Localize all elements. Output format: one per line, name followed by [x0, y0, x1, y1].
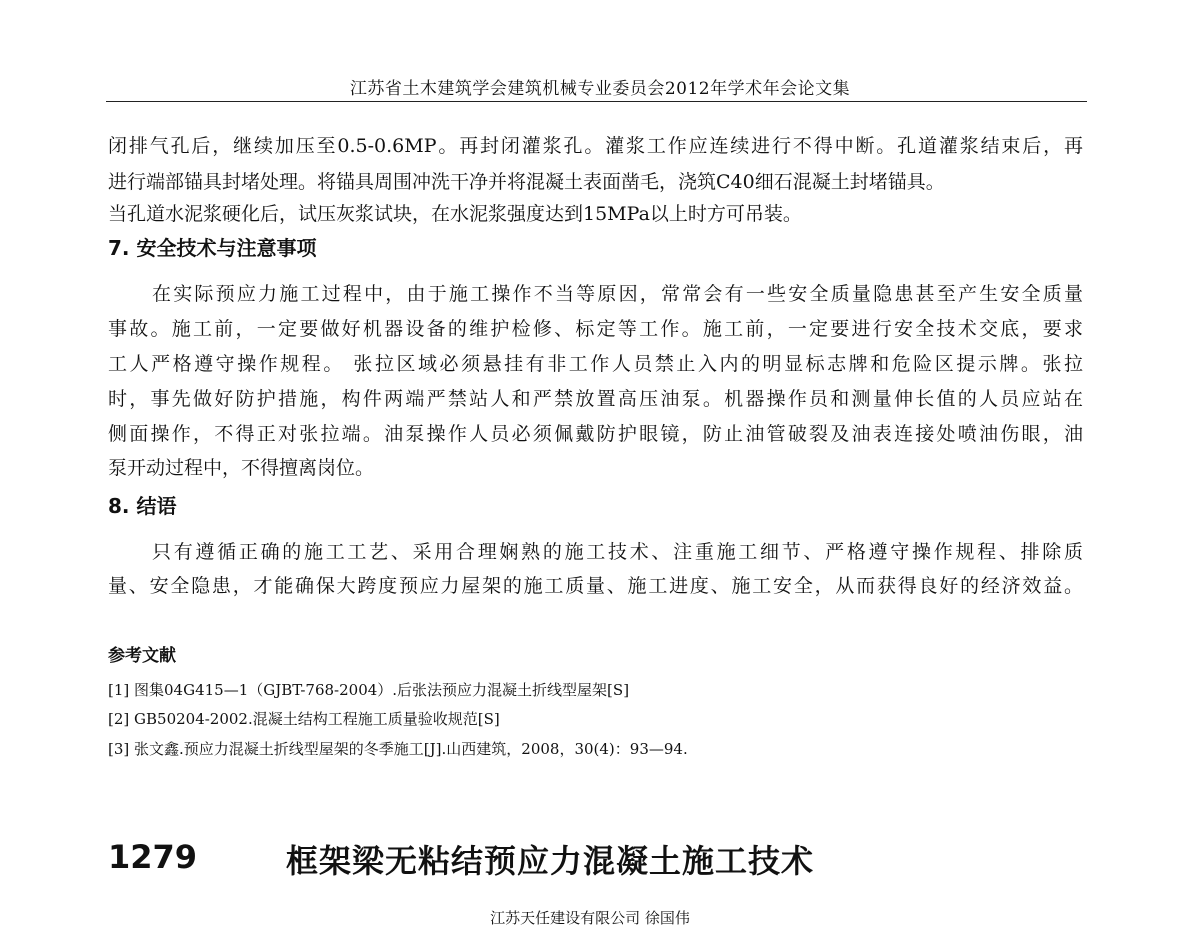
reference-item-3: [3] 张文鑫.预应力混凝土折线型屋架的冬季施工[J].山西建筑，2008，30(4)：93—94.	[108, 740, 688, 758]
running-header: 江苏省土木建筑学会建筑机械专业委员会2012年学术年会论文集	[349, 79, 851, 99]
section-8-line-1: 只有遵循正确的施工工艺、采用合理娴熟的施工技术、注重施工细节、严格遵守操作规程、排除质	[152, 541, 1083, 563]
article-number: 1279	[108, 838, 198, 876]
section-8-heading: 8. 结语	[108, 494, 177, 518]
continuation-line-1: 闭排气孔后，继续加压至0.5-0.6MP。再封闭灌浆孔。灌浆工作应连续进行不得中断。孔道灌浆结束后，再	[108, 135, 1083, 157]
author-affiliation: 江苏天任建设有限公司 徐国伟	[490, 909, 690, 927]
references-heading: 参考文献	[108, 646, 176, 666]
section-7-line-4: 时，事先做好防护措施，构件两端严禁站人和严禁放置高压油泵。机器操作员和测量伸长值的人员应站在	[108, 388, 1083, 410]
reference-item-2: [2] GB50204-2002.混凝土结构工程施工质量验收规范[S]	[108, 710, 500, 728]
section-7-line-5: 侧面操作，不得正对张拉端。油泵操作人员必须佩戴防护眼镜，防止油管破裂及油表连接处喷油伤眼，油	[108, 423, 1083, 445]
section-7-heading: 7. 安全技术与注意事项	[108, 236, 317, 260]
section-7-line-2: 事故。施工前，一定要做好机器设备的维护检修、标定等工作。施工前，一定要进行安全技术交底，要求	[108, 318, 1083, 340]
section-8-line-2: 量、安全隐患，才能确保大跨度预应力屋架的施工质量、施工进度、施工安全，从而获得良好的经济效益。	[108, 575, 1083, 597]
section-7-line-3: 工人严格遵守操作规程。 张拉区域必须悬挂有非工作人员禁止入内的明显标志牌和危险区提示牌。张拉	[108, 353, 1083, 375]
continuation-line-3: 当孔道水泥浆硬化后，试压灰浆试块，在水泥浆强度达到15MPa以上时方可吊装。	[108, 203, 802, 225]
section-7-line-1: 在实际预应力施工过程中，由于施工操作不当等原因，常常会有一些安全质量隐患甚至产生安全质量	[152, 283, 1083, 305]
header-rule	[106, 101, 1087, 102]
section-7-line-6: 泵开动过程中，不得擅离岗位。	[108, 457, 375, 479]
continuation-line-2: 进行端部锚具封堵处理。将锚具周围冲洗干净并将混凝土表面凿毛，浇筑C40细石混凝土封堵锚具。	[108, 171, 945, 193]
article-title: 框架梁无粘结预应力混凝土施工技术	[286, 842, 815, 880]
reference-item-1: [1] 图集04G415—1（GJBT-768-2004）.后张法预应力混凝土折线型屋架[S]	[108, 681, 630, 699]
